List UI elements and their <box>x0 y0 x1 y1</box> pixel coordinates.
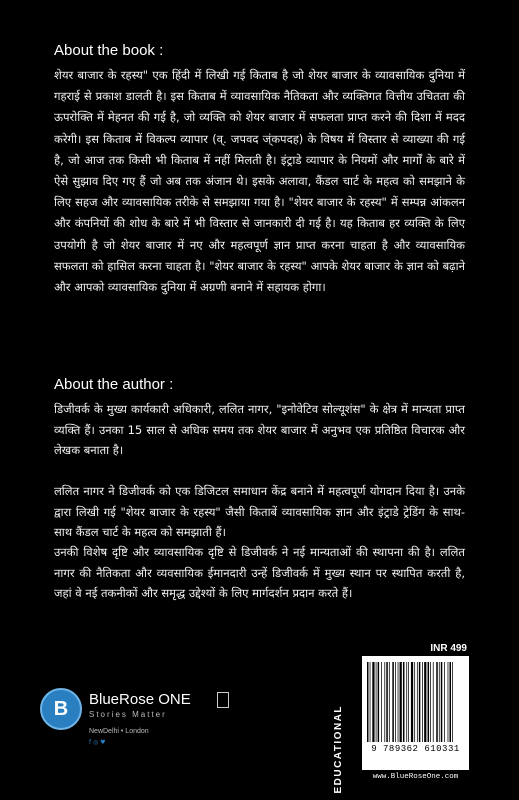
publisher-location: NewDelhi • London <box>89 728 149 735</box>
about-author-para-3: उनकी विशेष दृष्टि और व्यावसायिक दृष्टि से डिजीवर्क ने नई मान्यताओं की स्थापना की है। ललित नागर की नैतिकता और व्यवसायिक ईमानदारी उन्हें डिजीवर्क में मुख्य स्थान पर स्थापित करती है, जहां वे नई तकनीकों और समृद्ध उद्देश्यों के लिए मार्गदर्शन प्रदान करते हैं। <box>54 545 465 600</box>
isbn-number: 9 789362 610331 <box>371 744 460 754</box>
about-author-para-2: ललित नागर ने डिजीवर्क को एक डिजिटल समाधान केंद्र बनाने में महत्वपूर्ण योगदान दिया है। उनके द्वारा लिखी गई "शेयर बाजार के रहस्य" जैसी किताबें व्यावसायिक ज्ञान और इंट्राडे ट्रेडिंग के साथ-साथ कैंडल चार्ट के महत्व को समझाती हैं। <box>54 484 465 539</box>
publisher-website: www.BlueRoseOne.com <box>372 773 459 781</box>
publisher-logo-icon: B <box>40 688 82 730</box>
isbn-barcode <box>362 656 469 770</box>
barcode-bars <box>366 662 465 744</box>
publisher-logo <box>40 688 240 768</box>
about-author-heading: About the author : <box>54 376 174 393</box>
about-book-heading: About the book : <box>54 42 164 59</box>
about-author-para-1: डिजीवर्क के मुख्य कार्यकारी अधिकारी, ललित नागर, "इनोवेटिव सोल्यूशंस" के क्षेत्र में मान्यता प्राप्त व्यक्ति हैं। उनका 15 साल से अधिक समय तक शेयर बाजार में अनुभव एक प्रतिष्ठित विचारक और लेखक बनाता है। <box>54 402 465 457</box>
publisher-name: BlueRose ONE <box>89 691 191 708</box>
genre-label: EDUCATIONAL <box>333 705 344 794</box>
price-label: INR 499 <box>430 643 467 654</box>
social-icons: f ◎ ♥ <box>89 739 106 746</box>
about-book-text: शेयर बाजार के रहस्य" एक हिंदी में लिखी गई किताब है जो शेयर बाजार के व्यावसायिक दुनिया में गहराई से प्रकाश डालती है। इस किताब में व्यावसायिक नैतिकता और व्यक्तिगत वित्तीय उचितता की ऊपरोक्ति में मेहनत की गई है, जो व्यक्ति को शेयर बाजार में सफलता प्राप्त करने की दिशा में मदद करेगी। इस किताब में विकल्प व्यापार (व्. जपवद ज्ंकपदह) के विषय में विस्तार से व्याख्या की गई है, जो आज तक किसी भी किताब में नहीं मिलती है। इंट्राडे व्यापार के नियमों और मार्गों के बारे में ऐसे सुझाव दिए गए हैं जो अब तक अंजान थे। इसके अलावा, कैंडल चार्ट के महत्व को समझाने के लिए सहज और व्यावसायिक तरीके से समझाया गया है। "शेयर बाजार के रहस्य" में सम्पन्न आंकलन और कंपनियों की शोध के बारे में भी विस्तार से जानकारी दी गई है। यह किताब हर व्यक्ति के लिए उपयोगी है जो शेयर बाजार में नए और महत्वपूर्ण ज्ञान प्राप्त करना चाहता है और व्यावसायिक सफलता को हासिल करना चाहता है। "शेयर बाजार के रहस्य" आपके शेयर बाजार के ज्ञान को बढ़ाने और आपको व्यावसायिक दुनिया में अग्रणी बनाने में सहायक होगा। <box>54 68 465 295</box>
book-icon <box>217 692 229 708</box>
publisher-tagline: Stories Matter <box>89 710 167 719</box>
